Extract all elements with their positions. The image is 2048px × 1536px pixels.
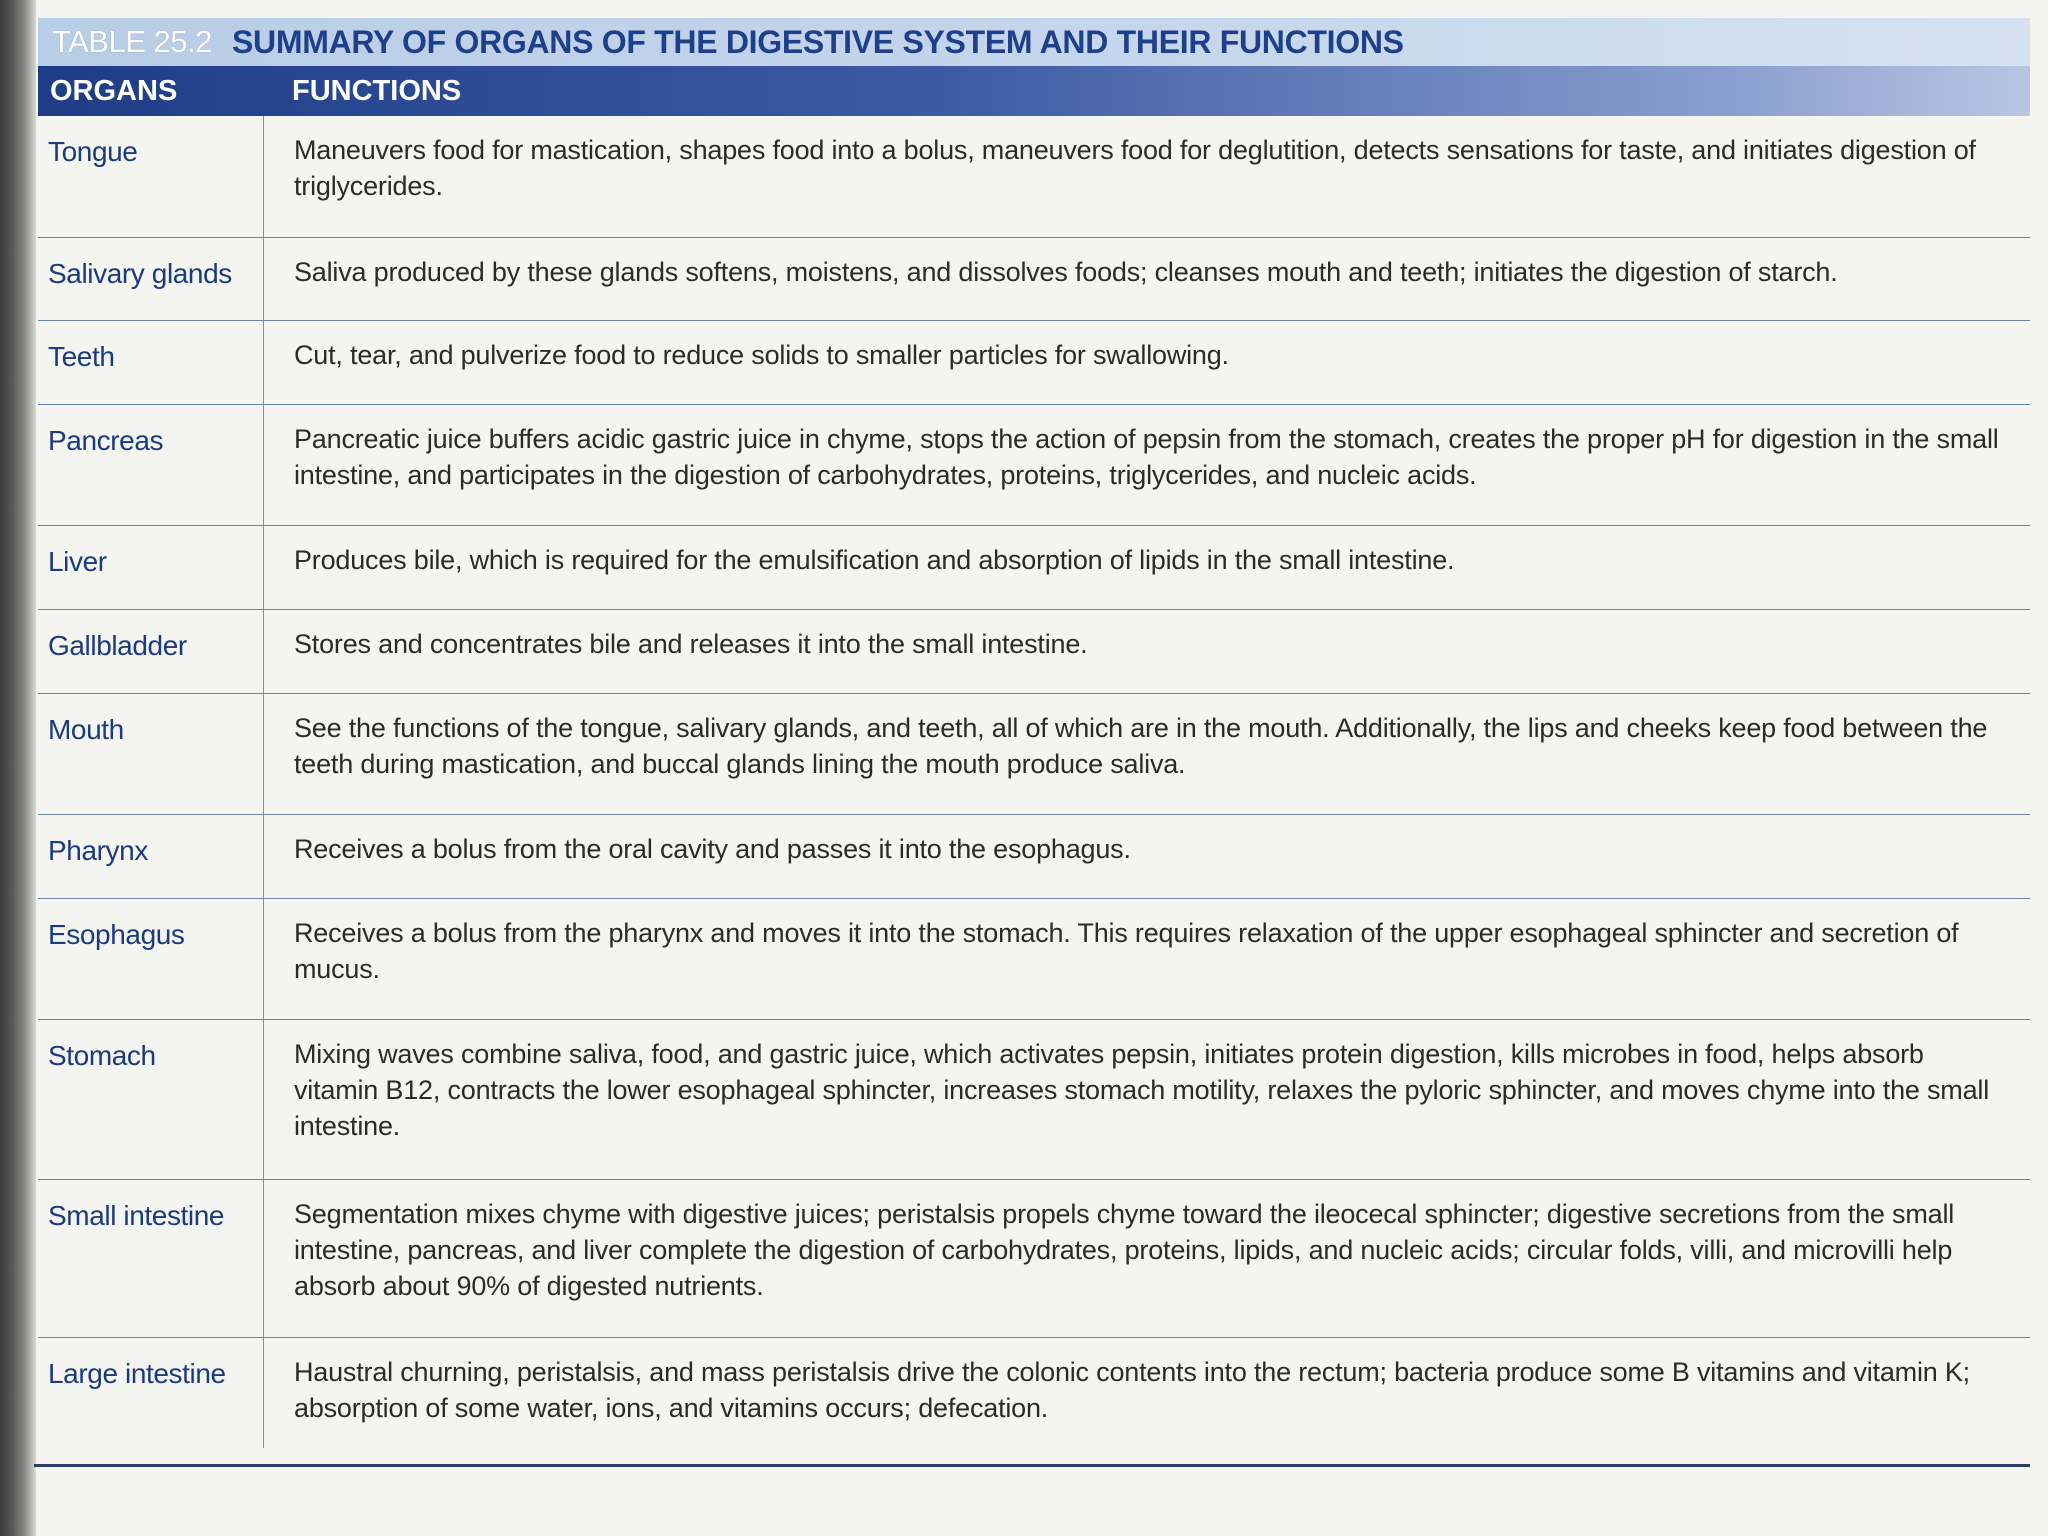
table-row [38,1338,2030,1448]
function-cell: Saliva produced by these glands softens, moistens, and dissolves foods; cleanses mouth and teeth; initiates the digestion of starch. [294,257,1838,287]
function-cell: Cut, tear, and pulverize food to reduce solids to smaller particles for swallowing. [294,340,1229,370]
organ-cell: Gallbladder [38,610,264,693]
table-bottom-rule [34,1464,2030,1467]
column-header-organs: ORGANS [50,74,178,107]
organ-cell: Esophagus [38,899,264,1019]
function-cell: Segmentation mixes chyme with digestive juices; peristalsis propels chyme toward the ileocecal sphincter; digestive secretions from the small intestine, pancreas, and liver complete the digestion of carbohydrates, proteins, lipids, and nucleic acids; circular folds, villi, and microvilli help absorb about 90% of digested nutrients. [294,1199,1955,1301]
function-cell: Haustral churning, peristalsis, and mass peristalsis drive the colonic contents into the rectum; bacteria produce some B vitamins and vitamin K; absorption of some water, ions, and vitamins occurs; defecation. [294,1357,1970,1423]
organ-cell: Pharynx [38,815,264,898]
table-row [38,815,2030,899]
function-cell: Receives a bolus from the oral cavity and passes it into the esophagus. [294,834,1131,864]
organ-cell: Salivary glands [38,238,264,320]
function-cell: Produces bile, which is required for the emulsification and absorption of lipids in the small intestine. [294,545,1455,575]
table-title: SUMMARY OF ORGANS OF THE DIGESTIVE SYSTEM AND THEIR FUNCTIONS [232,23,1404,60]
organ-cell: Small intestine [38,1180,264,1337]
organ-cell: Tongue [38,116,264,237]
table-row [38,694,2030,815]
organ-cell: Liver [38,526,264,609]
table-row [38,238,2030,321]
digestive-organs-table [38,18,2030,1448]
column-header-functions: FUNCTIONS [292,74,462,107]
table-row [38,321,2030,405]
table-body [38,116,2030,1448]
table-row [38,1180,2030,1338]
organ-cell: Mouth [38,694,264,814]
organ-cell: Pancreas [38,405,264,525]
function-cell: See the functions of the tongue, salivary glands, and teeth, all of which are in the mouth. Additionally, the lips and cheeks keep food between the teeth during mastication, and buccal glands lining the mouth produce saliva. [294,713,1988,779]
table-number-label: TABLE 25.2 [52,24,212,59]
function-cell: Receives a bolus from the pharynx and moves it into the stomach. This requires relaxation of the upper esophageal sphincter and secretion of mucus. [294,918,1959,984]
function-cell: Pancreatic juice buffers acidic gastric juice in chyme, stops the action of pepsin from the stomach, creates the proper pH for digestion in the small intestine, and participates in the digestion of carbohydrates, proteins, triglycerides, and nucleic acids. [294,424,1999,490]
table-row [38,526,2030,610]
table-row [38,1020,2030,1180]
table-header-row [38,66,2030,116]
table-row [38,405,2030,526]
organ-cell: Teeth [38,321,264,404]
function-cell: Mixing waves combine saliva, food, and gastric juice, which activates pepsin, initiates protein digestion, kills microbes in food, helps absorb vitamin B12, contracts the lower esophageal sphincter, increases stomach motility, relaxes the pyloric sphincter, and moves chyme into the small intestine. [294,1039,1990,1141]
organ-cell: Stomach [38,1020,264,1179]
table-row [38,610,2030,694]
function-cell: Stores and concentrates bile and releases it into the small intestine. [294,629,1088,659]
organ-cell: Large intestine [38,1338,264,1448]
function-cell: Maneuvers food for mastication, shapes food into a bolus, maneuvers food for deglutition, detects sensations for taste, and initiates digestion of triglycerides. [294,135,1976,201]
table-row [38,116,2030,238]
table-title-bar [38,18,2030,66]
table-row [38,899,2030,1020]
page-binding-shadow [0,0,36,1536]
